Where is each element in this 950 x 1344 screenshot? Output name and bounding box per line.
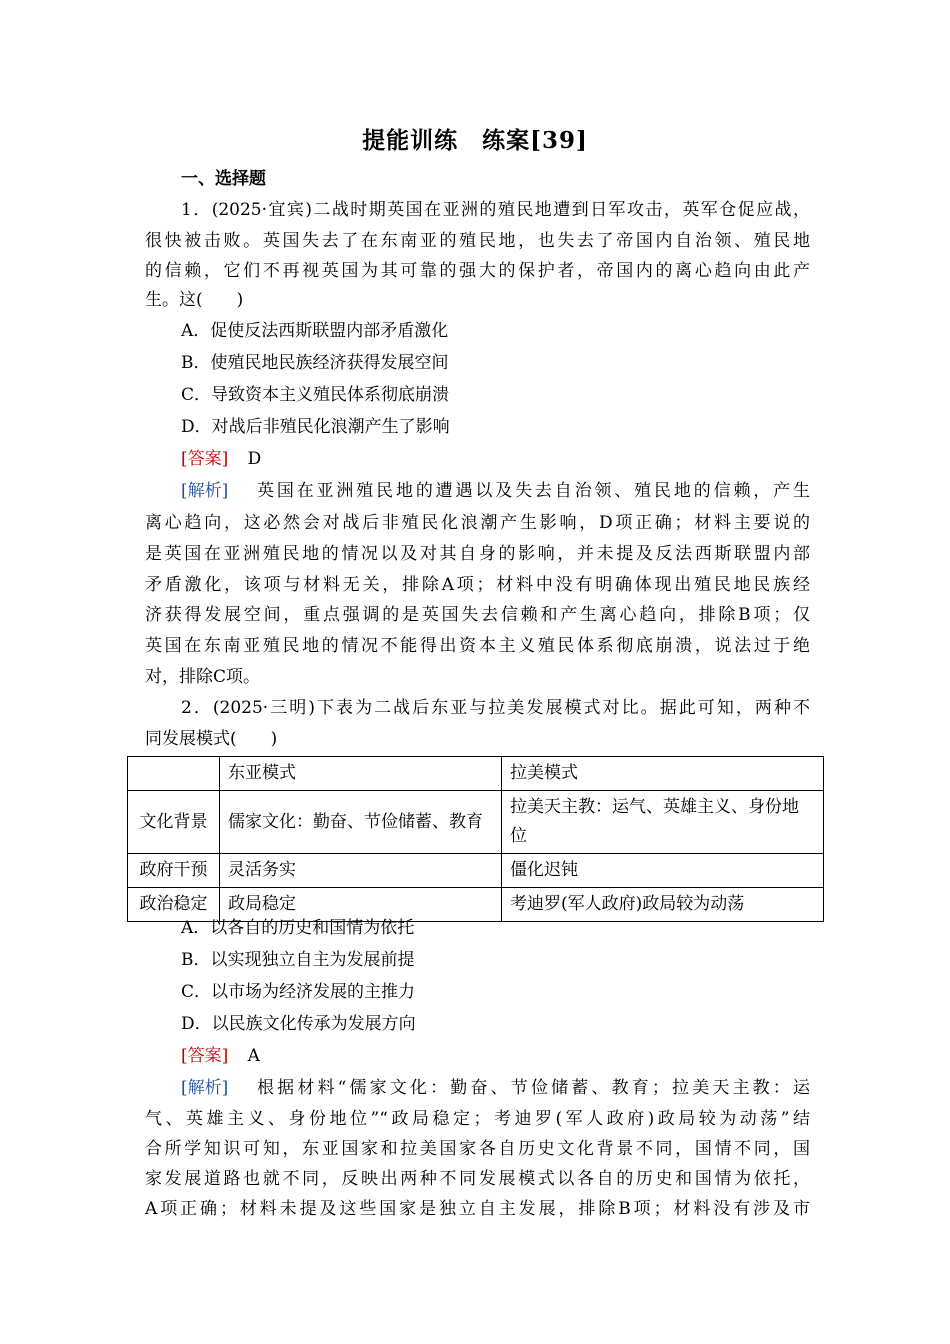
q2-analysis-line: 合所学知识可知，东亚国家和拉美国家各自历史文化背景不同，国情不同，国 (145, 1139, 810, 1159)
q2-analysis-line: 气、英雄主义、身份地位”“政局稳定；考迪罗(军人政府)政局较为动荡”结 (145, 1109, 810, 1129)
table-cell: 僵化迟钝 (502, 854, 824, 888)
table-header-cell (128, 757, 220, 791)
table-cell: 文化背景 (128, 791, 220, 854)
table-header-row (128, 757, 824, 791)
analysis-label: [解析] (181, 1078, 229, 1098)
q1-stem-line: 1．(2025·宜宾)二战时期英国在亚洲的殖民地遭到日军攻击，英军仓促应战， (181, 200, 810, 220)
q1-analysis-line: 英国在东南亚殖民地的情况不能得出资本主义殖民体系彻底崩溃，说法过于绝 (145, 636, 810, 656)
answer-label: [答案] (181, 449, 229, 469)
q2-stem-line: 同发展模式( ) (145, 729, 278, 749)
q1-option-a: A．促使反法西斯联盟内部矛盾激化 (181, 321, 449, 341)
table-cell: 考迪罗(军人政府)政局较为动荡 (502, 888, 824, 922)
table-cell: 政局稳定 (220, 888, 502, 922)
analysis-text: 根据材料“儒家文化：勤奋、节俭储蓄、教育；拉美天主教：运 (257, 1078, 810, 1098)
q1-analysis-first (181, 476, 810, 501)
table-row (128, 791, 824, 854)
table-header-cell: 拉美模式 (502, 757, 824, 791)
table-cell: 政治稳定 (128, 888, 220, 922)
q2-option-d: D．以民族文化传承为发展方向 (181, 1014, 416, 1034)
q1-option-b: B．使殖民地民族经济获得发展空间 (181, 353, 449, 373)
q1-stem-line: 生。这( ) (145, 290, 244, 310)
q2-option-c: C．以市场为经济发展的主推力 (181, 982, 416, 1002)
comparison-table (127, 756, 824, 922)
table-cell: 儒家文化：勤奋、节俭储蓄、教育 (220, 791, 502, 854)
analysis-text: 英国在亚洲殖民地的遭遇以及失去自治领、殖民地的信赖，产生 (257, 481, 810, 501)
table-cell: 政府干预 (128, 854, 220, 888)
answer-value: A (247, 1046, 260, 1066)
q1-answer (181, 444, 810, 469)
q1-analysis-line: 矛盾激化，该项与材料无关，排除A项；材料中没有明确体现出殖民地民族经 (145, 575, 810, 595)
q1-option-d: D．对战后非殖民化浪潮产生了影响 (181, 417, 450, 437)
q2-stem-line: 2．(2025·三明)下表为二战后东亚与拉美发展模式对比。据此可知，两种不 (181, 698, 810, 718)
q2-analysis-line: 家发展道路也就不同，反映出两种不同发展模式以各自的历史和国情为依托， (145, 1169, 810, 1189)
q1-option-c: C．导致资本主义殖民体系彻底崩溃 (181, 385, 450, 405)
q1-stem-line: 很快被击败。英国失去了在东南亚的殖民地，也失去了帝国内自治领、殖民地 (145, 231, 810, 251)
section-heading: 一、选择题 (181, 169, 266, 189)
q1-analysis-line: 济获得发展空间，重点强调的是英国失去信赖和产生离心趋向，排除B项；仅 (145, 605, 810, 625)
q2-analysis-first (181, 1073, 810, 1098)
analysis-label: [解析] (181, 481, 229, 501)
q2-option-b: B．以实现独立自主为发展前提 (181, 950, 415, 970)
table-cell: 灵活务实 (220, 854, 502, 888)
q2-option-a: A．以各自的历史和国情为依托 (181, 918, 415, 938)
q1-stem-line: 的信赖，它们不再视英国为其可靠的强大的保护者，帝国内的离心趋向由此产 (145, 261, 810, 281)
table-header-cell: 东亚模式 (220, 757, 502, 791)
q1-analysis-line: 离心趋向，这必然会对战后非殖民化浪潮产生影响，D项正确；材料主要说的 (145, 513, 810, 533)
table-row (128, 854, 824, 888)
page-title: 提能训练 练案[39] (362, 127, 588, 154)
q1-analysis-line: 是英国在亚洲殖民地的情况以及对其自身的影响，并未提及反法西斯联盟内部 (145, 544, 810, 564)
q2-analysis-line: A项正确；材料未提及这些国家是独立自主发展，排除B项；材料没有涉及市 (145, 1199, 810, 1219)
q1-analysis-line: 对，排除C项。 (145, 667, 261, 687)
answer-value: D (247, 449, 262, 469)
answer-label: [答案] (181, 1046, 229, 1066)
table-cell: 拉美天主教：运气、英雄主义、身份地位 (502, 791, 824, 854)
q2-answer (181, 1041, 810, 1066)
